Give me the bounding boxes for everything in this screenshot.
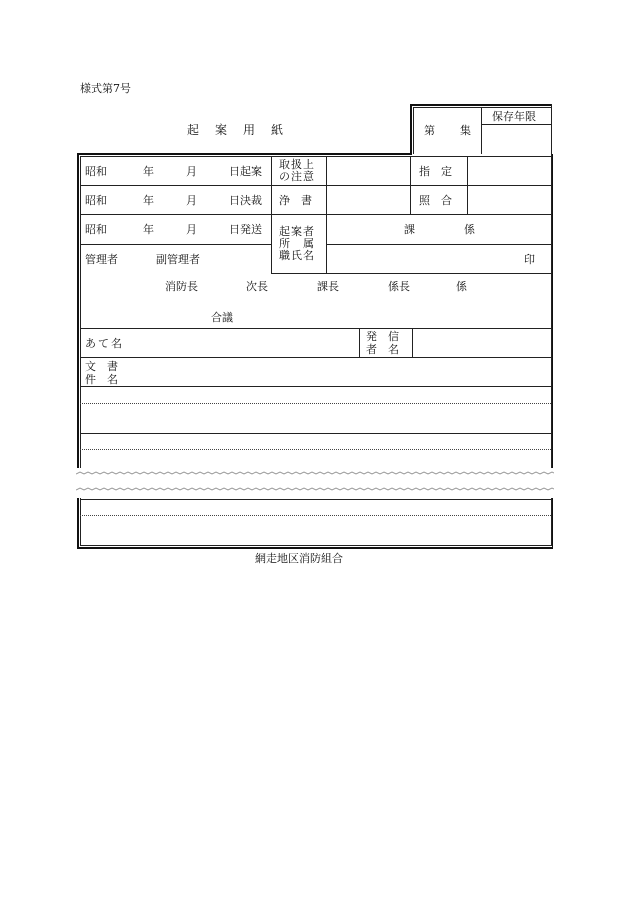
row-line-3a (80, 244, 271, 245)
row-line-6 (80, 357, 551, 358)
approver-shoboucho: 消防長 (165, 280, 198, 293)
form-top-outer (77, 153, 412, 155)
ka-label: 課 (404, 223, 415, 236)
form-bottom-outer (77, 547, 553, 549)
row-line-1 (80, 185, 551, 186)
handling-line2: の注意 (279, 170, 315, 183)
row-line-5 (80, 328, 551, 329)
aigi-label: 合議 (211, 311, 233, 324)
page-break-wave (76, 468, 554, 498)
header-box-top (410, 104, 552, 106)
approver-kakari: 係 (456, 280, 467, 293)
footer-organization: 網走地区消防組合 (255, 552, 343, 565)
row-line-9 (80, 433, 551, 434)
row-line-2 (80, 214, 551, 215)
row-line-8 (80, 403, 551, 404)
bunsho-line2: 件 名 (85, 373, 118, 386)
row-line-4 (271, 273, 551, 274)
header-box-div1 (481, 107, 482, 154)
row1-day-action: 日起案 (229, 165, 262, 178)
row1-year: 年 (143, 165, 154, 178)
col-shitei-left (410, 156, 411, 214)
col-handling-right (326, 156, 327, 273)
row2-era: 昭和 (85, 194, 107, 207)
atena-label: あて名 (85, 337, 124, 350)
form-number: 様式第7号 (80, 82, 131, 95)
approver-jicho: 次長 (246, 280, 268, 293)
retention-underline (481, 124, 551, 125)
col-handling-left (271, 156, 272, 273)
drafter-line3: 職氏名 (279, 249, 315, 262)
row2-month: 月 (186, 194, 197, 207)
approver-kacho: 課長 (317, 280, 339, 293)
row3-month: 月 (186, 223, 197, 236)
col-shitei-right (467, 156, 468, 214)
handling-line1: 取扱上 (279, 158, 315, 171)
header-box-left-inner (413, 107, 414, 154)
shu-label: 集 (460, 124, 471, 137)
header-box-right (551, 104, 552, 154)
kakari-label: 係 (464, 223, 475, 236)
approver-kakaricho: 係長 (388, 280, 410, 293)
row-line-7 (80, 386, 551, 387)
col-sender-right (412, 328, 413, 357)
row-line-12 (80, 515, 551, 516)
row1-month: 月 (186, 165, 197, 178)
col-sender-left (359, 328, 360, 357)
drafter-line1: 起案者 (279, 225, 315, 238)
dai-label: 第 (424, 124, 435, 137)
row-line-3b (326, 244, 551, 245)
sender-line1: 発 信 (366, 330, 399, 343)
bunsho-line1: 文 書 (85, 360, 118, 373)
kanrisha-label: 管理者 (85, 253, 118, 266)
form-title: 起 案 用 紙 (187, 123, 286, 137)
jousho-label: 浄 書 (279, 194, 312, 207)
sender-line2: 者 名 (366, 343, 399, 356)
row2-day-action: 日決裁 (229, 194, 262, 207)
retention-label: 保存年限 (492, 110, 536, 123)
row3-era: 昭和 (85, 223, 107, 236)
form-bottom-inner (80, 545, 551, 546)
header-box-inner-top (413, 107, 552, 108)
shitei-label: 指 定 (419, 165, 452, 178)
shougou-label: 照 合 (419, 194, 452, 207)
header-box-left (410, 104, 412, 154)
row1-era: 昭和 (85, 165, 107, 178)
row2-year: 年 (143, 194, 154, 207)
drafter-line2: 所 属 (279, 237, 315, 250)
form-top-inner (80, 156, 551, 157)
row3-year: 年 (143, 223, 154, 236)
row-line-11 (80, 499, 551, 500)
in-seal-label: 印 (524, 253, 535, 266)
fuku-kanrisha-label: 副管理者 (156, 253, 200, 266)
row3-day-action: 日発送 (229, 223, 262, 236)
row-line-10 (80, 449, 551, 450)
